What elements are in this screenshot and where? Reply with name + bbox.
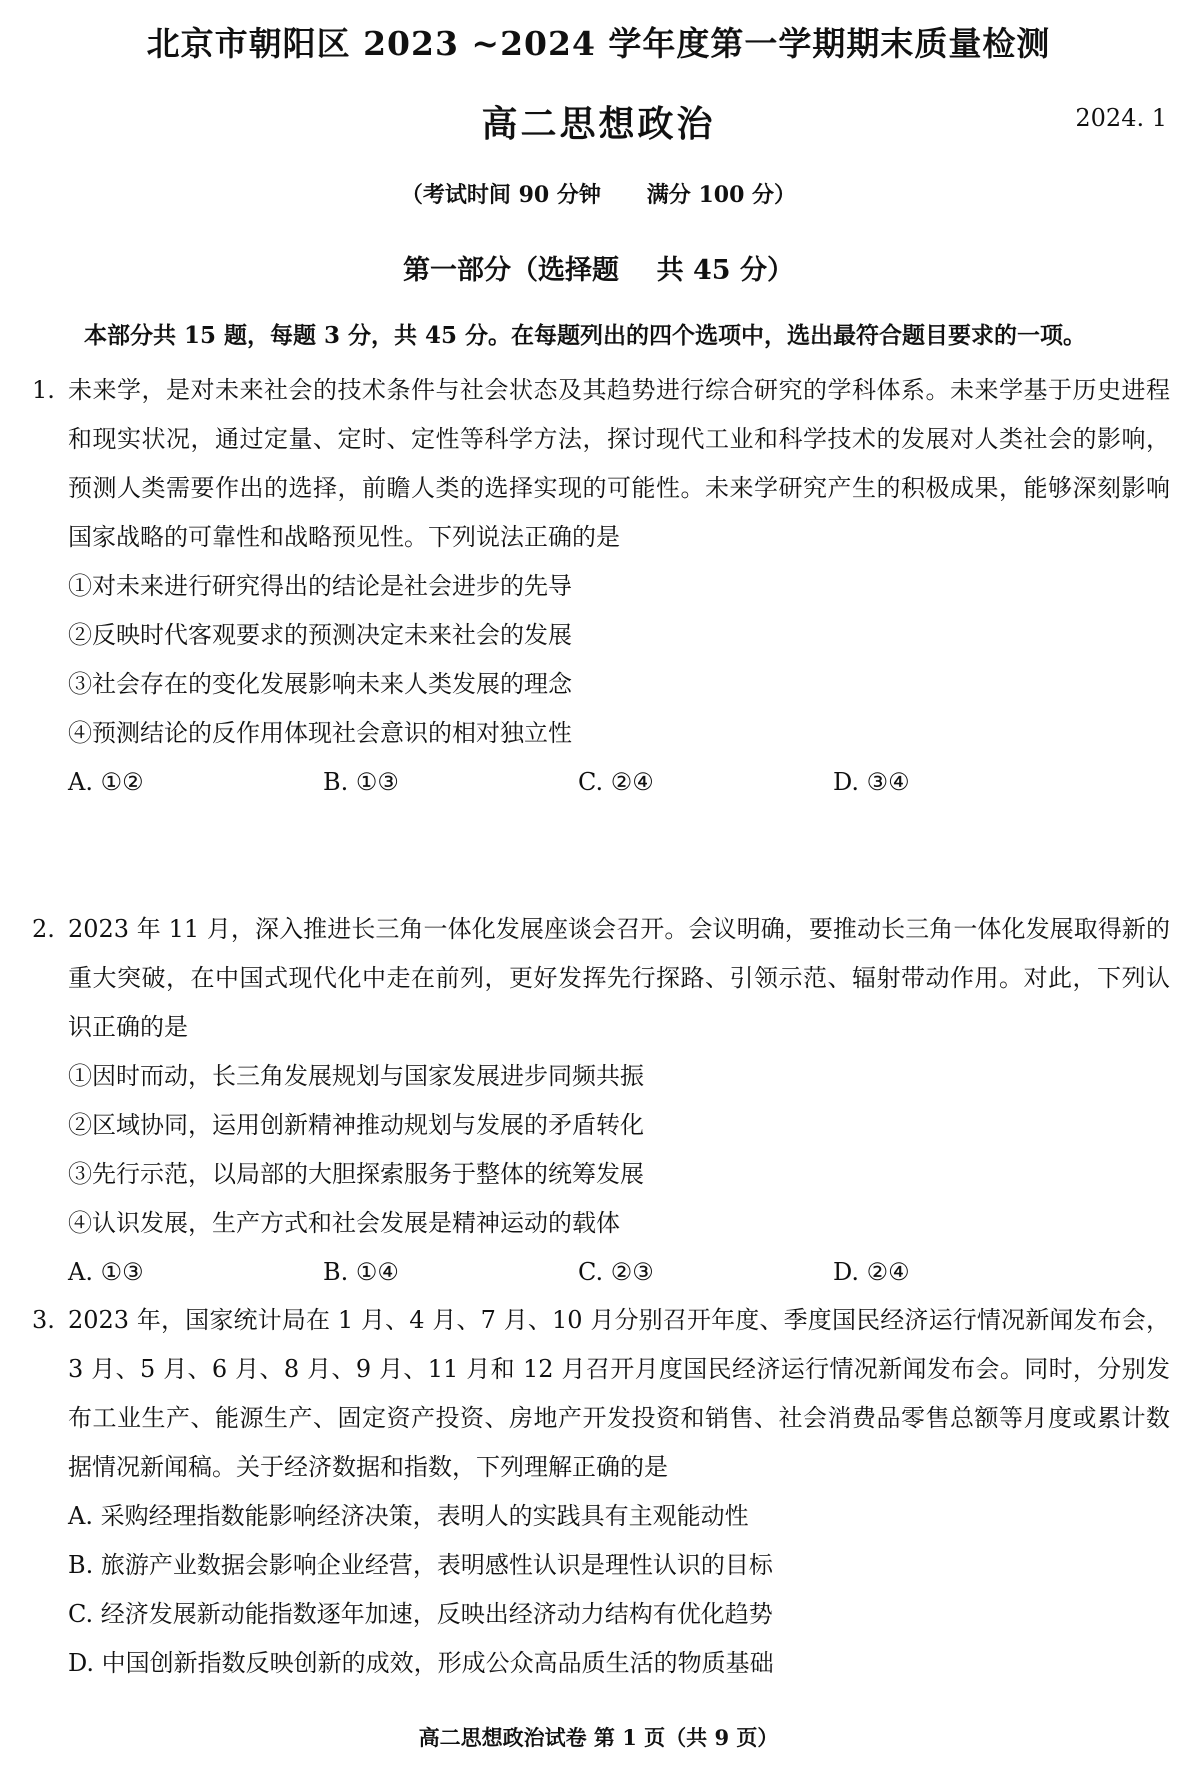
option-d: D. ②④	[833, 1258, 910, 1286]
option-a: A. ①③	[68, 1258, 144, 1286]
answer-options	[68, 758, 1170, 807]
statement: ②区域协同，运用创新精神推动规划与发展的矛盾转化	[68, 1111, 644, 1139]
subject-title: 高二思想政治	[481, 103, 716, 145]
exam-info: （考试时间 90 分钟 满分 100 分）	[400, 182, 797, 208]
option-c: C. ②③	[578, 1258, 654, 1286]
question-1	[32, 366, 1170, 807]
exam-date: 2024. 1	[1075, 104, 1167, 132]
subject-row	[0, 96, 1197, 146]
option-c: C. ②④	[578, 768, 654, 796]
part-title: 第一部分（选择题 共 45 分）	[403, 255, 794, 286]
statement: ③社会存在的变化发展影响未来人类发展的理念	[68, 670, 572, 698]
option-c: C. 经济发展新动能指数逐年加速，反映出经济动力结构有优化趋势	[68, 1600, 773, 1628]
option-a: A. 采购经理指数能影响经济决策，表明人的实践具有主观能动性	[68, 1502, 749, 1530]
answer-options	[68, 1248, 1170, 1297]
exam-title: 北京市朝阳区 2023 ~2024 学年度第一学期期末质量检测	[146, 24, 1051, 63]
option-b: B. ①③	[323, 768, 399, 796]
statement: ①因时而动，长三角发展规划与国家发展进步同频共振	[68, 1062, 644, 1090]
statement: ④预测结论的反作用体现社会意识的相对独立性	[68, 719, 572, 747]
statement: ③先行示范，以局部的大胆探索服务于整体的统筹发展	[68, 1160, 644, 1188]
option-b: B. 旅游产业数据会影响企业经营，表明感性认识是理性认识的目标	[68, 1551, 773, 1579]
question-number: 1.	[32, 376, 55, 404]
statement: ④认识发展，生产方式和社会发展是精神运动的载体	[68, 1209, 620, 1237]
statement: ①对未来进行研究得出的结论是社会进步的先导	[68, 572, 572, 600]
option-d: D. ③④	[833, 768, 910, 796]
question-number: 3.	[32, 1306, 55, 1334]
question-number: 2.	[32, 915, 55, 943]
option-a: A. ①②	[68, 768, 144, 796]
question-stem: 2023 年 11 月，深入推进长三角一体化发展座谈会召开。会议明确，要推动长三角一体化发展取得新的重大突破，在中国式现代化中走在前列，更好发挥先行探路、引领示范、辐射带动作用。对此，下列认识正确的是	[68, 915, 1170, 1041]
page-footer: 高二思想政治试卷 第 1 页（共 9 页）	[418, 1725, 779, 1750]
instructions: 本部分共 15 题，每题 3 分，共 45 分。在每题列出的四个选项中，选出最符合题目要求的一项。	[84, 322, 1087, 349]
option-b: B. ①④	[323, 1258, 399, 1286]
question-3	[32, 1296, 1170, 1688]
question-stem: 未来学，是对未来社会的技术条件与社会状态及其趋势进行综合研究的学科体系。未来学基于历史进程和现实状况，通过定量、定时、定性等科学方法，探讨现代工业和科学技术的发展对人类社会的影响，预测人类需要作出的选择，前瞻人类的选择实现的可能性。未来学研究产生的积极成果，能够深刻影响国家战略的可靠性和战略预见性。下列说法正确的是	[68, 376, 1170, 551]
statement: ②反映时代客观要求的预测决定未来社会的发展	[68, 621, 572, 649]
question-stem: 2023 年，国家统计局在 1 月、4 月、7 月、10 月分别召开年度、季度国民经济运行情况新闻发布会，3 月、5 月、6 月、8 月、9 月、11 月和 12 月召开月度国民经济运行情况新闻发布会。同时，分别发布工业生产、能源生产、固定资产投资、房地产开发投资和销售、社会消费品零售总额等月度或累计数据情况新闻稿。关于经济数据和指数，下列理解正确的是	[68, 1306, 1170, 1481]
option-d: D. 中国创新指数反映创新的成效，形成公众高品质生活的物质基础	[68, 1649, 774, 1677]
question-2	[32, 905, 1170, 1297]
